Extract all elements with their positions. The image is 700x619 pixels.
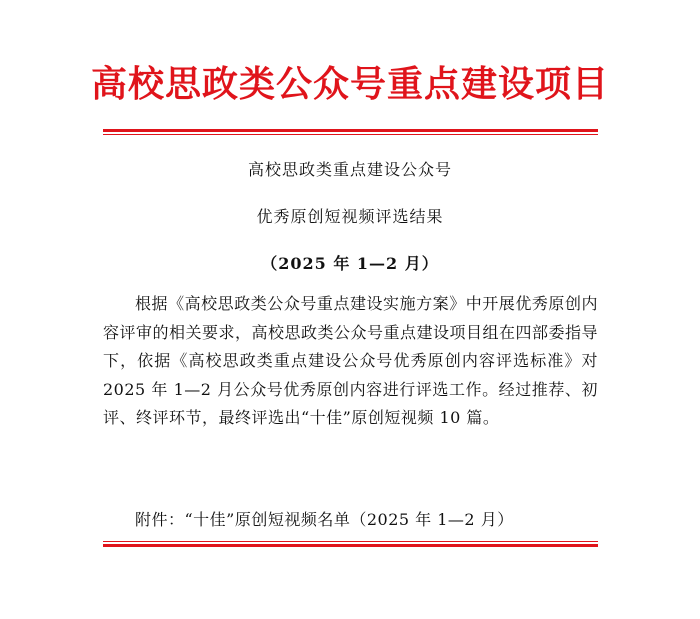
body-paragraph: 根据《高校思政类公众号重点建设实施方案》中开展优秀原创内容评审的相关要求，高校思政类公众号重点建设项目组在四部委指导下，依据《高校思政类重点建设公众号优秀原创内容评选标准》对 2025 年 1—2 月公众号优秀原创内容进行评选工作。经过推荐、初评、终评环节，最终评选出“十佳”原创短视频 10 篇。	[103, 294, 599, 427]
bottom-red-rule	[103, 541, 598, 547]
masthead-title: 高校思政类公众号重点建设项目	[90, 63, 609, 105]
rule-thin-line	[103, 134, 598, 135]
top-red-rule	[103, 129, 598, 135]
title-date: （2025 年 1—2 月）	[261, 254, 439, 273]
attachment-line: 附件：“十佳”原创短视频名单（2025 年 1—2 月）	[135, 510, 514, 529]
body-text	[103, 290, 598, 433]
rule-thick-line	[103, 544, 598, 547]
title-line-1: 高校思政类重点建设公众号	[247, 160, 452, 179]
title-line-2: 优秀原创短视频评选结果	[256, 207, 444, 226]
